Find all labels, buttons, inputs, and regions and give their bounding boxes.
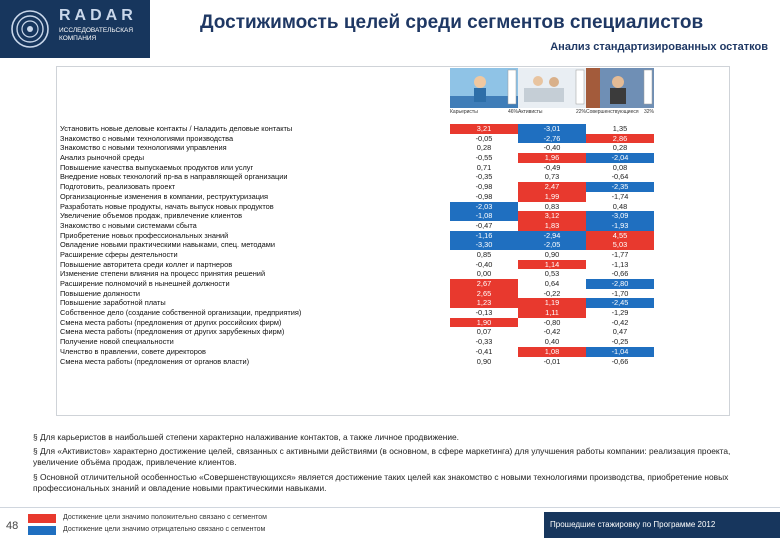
radar-logo-icon (10, 9, 50, 49)
value-cell: -2,03 (450, 202, 518, 212)
row-label: Знакомство с новыми технологиями производства (60, 133, 234, 143)
note-1: § Для карьеристов в наибольшей степени характерно налаживание контактов, а также личное продвижение. (33, 432, 459, 442)
segment-share: 32% (643, 109, 654, 115)
segment-name: Карьеристы (450, 109, 478, 115)
value-cell: 1,35 (612, 124, 628, 133)
value-cell: 0,83 (544, 201, 560, 211)
header-bar (0, 0, 780, 58)
value-cell: -2,94 (518, 231, 586, 241)
row-label: Увеличение объемов продаж, привлечение клиентов (60, 211, 243, 221)
value-cell: 0,73 (544, 172, 560, 182)
value-cell: 0,85 (476, 249, 492, 259)
row-label: Получение новой специальности (60, 337, 174, 347)
value-cell: -1,13 (611, 259, 629, 269)
segment-name: Совершенствующиеся (586, 109, 639, 115)
page-number: 48 (6, 520, 19, 532)
value-cell: 0,48 (612, 201, 628, 211)
value-cell: -3,09 (586, 211, 654, 221)
segment-column-1 (450, 124, 518, 366)
segment-header-1 (450, 68, 518, 118)
segment-share: 22% (575, 109, 586, 115)
value-cell: -1,74 (611, 191, 629, 201)
legend-negative-swatch (28, 526, 56, 535)
value-cell: -1,16 (450, 231, 518, 241)
segment-photo-2 (518, 68, 586, 108)
value-cell: 0,90 (544, 249, 560, 259)
row-label: Знакомство с новыми системами сбыта (60, 220, 197, 230)
row-label: Расширение полномочий в нынешней должности (60, 279, 230, 288)
value-cell: -1,93 (586, 221, 654, 231)
value-cell: 1,99 (518, 192, 586, 202)
value-cell: 2,47 (518, 182, 586, 192)
row-label: Изменение степени влияния на процесс принятия решений (60, 269, 266, 279)
value-cell: -0,01 (543, 356, 561, 366)
segment-column-2 (518, 124, 586, 366)
value-cell: -1,70 (611, 288, 629, 298)
value-cell: 3,21 (450, 124, 518, 134)
row-label: Разработать новые продукты, начать выпуск новых продуктов (60, 201, 274, 211)
segment-photo-1 (450, 68, 518, 108)
row-label: Собственное дело (создание собственной организации, предприятия) (60, 308, 302, 318)
segment-header-2 (518, 68, 586, 118)
row-label: Повышение качества выпускаемых продуктов или услуг (60, 162, 254, 172)
value-cell: 1,11 (518, 308, 586, 318)
value-cell: 0,00 (476, 269, 492, 279)
row-label: Смена места работы (предложения от других российских фирм) (60, 317, 282, 327)
page-subtitle: Анализ стандартизированных остатков (550, 41, 768, 53)
segment-photo-3 (586, 68, 654, 108)
legend-positive-text: Достижение цели значимо положительно связано с сегментом (63, 514, 267, 521)
value-cell: -2,05 (518, 240, 586, 250)
row-label: Установить новые деловые контакты / Наладить деловые контакты (60, 124, 293, 133)
value-cell: -3,30 (450, 240, 518, 250)
value-cell: -0,66 (611, 356, 629, 366)
logo-word: RADAR (59, 7, 137, 24)
value-cell: 0,08 (612, 162, 628, 172)
value-cell: -0,22 (543, 288, 561, 298)
value-cell: 0,28 (476, 143, 492, 153)
value-cell: 1,23 (450, 298, 518, 308)
row-label: Приобретение новых профессиональных знаний (60, 230, 229, 240)
value-cell: -1,77 (611, 249, 629, 259)
value-cell: -0,80 (543, 317, 561, 327)
value-cell: 0,28 (612, 143, 628, 153)
value-cell: 0,07 (476, 327, 492, 337)
value-cell: -3,01 (518, 124, 586, 134)
value-cell: 0,90 (476, 356, 492, 366)
row-label: Повышение должности (60, 288, 140, 298)
row-label: Знакомство с новыми технологиями управления (60, 143, 227, 153)
value-cell: 2,65 (450, 289, 518, 299)
value-cell: -0,13 (475, 308, 493, 318)
segment-column-3 (586, 124, 654, 366)
value-cell: -0,42 (611, 317, 629, 327)
row-label: Повышение авторитета среди коллег и партнеров (60, 259, 233, 269)
value-cell: 0,47 (612, 327, 628, 337)
value-cell: -2,35 (586, 182, 654, 192)
row-label: Подготовить, реализовать проект (60, 182, 176, 192)
value-cell: 4,55 (586, 231, 654, 241)
value-cell: 1,08 (518, 347, 586, 357)
value-cell: -1,29 (611, 308, 629, 318)
value-cell: -0,40 (475, 259, 493, 269)
value-cell: 3,12 (518, 211, 586, 221)
value-cell: -0,41 (475, 346, 493, 356)
value-cell: -0,25 (611, 337, 629, 347)
value-cell: -2,45 (586, 298, 654, 308)
row-labels (60, 124, 440, 366)
value-cell: -0,66 (611, 269, 629, 279)
value-cell: 1,83 (518, 221, 586, 231)
row-label: Смена места работы (предложения от других зарубежных фирм) (60, 327, 285, 337)
value-cell: -0,98 (475, 191, 493, 201)
value-cell: -0,49 (543, 162, 561, 172)
row-label: Повышение заработной платы (60, 298, 166, 308)
logo (0, 0, 150, 58)
value-cell: 1,19 (518, 298, 586, 308)
segment-share: 46% (507, 109, 518, 115)
value-cell: -1,04 (586, 347, 654, 357)
value-cell: -0,47 (475, 220, 493, 230)
value-cell: -0,64 (611, 172, 629, 182)
value-cell: 5,03 (586, 240, 654, 250)
value-cell: 1,14 (518, 260, 586, 270)
row-label: Внедрение новых технологий пр-ва в направляющей организации (60, 172, 288, 182)
value-cell: 2,67 (450, 279, 518, 289)
value-cell: 1,90 (450, 318, 518, 328)
value-cell: -2,76 (518, 134, 586, 144)
value-cell: -0,35 (475, 172, 493, 182)
segment-name: Активисты (518, 109, 543, 115)
value-cell: 2,86 (586, 134, 654, 144)
row-label: Анализ рыночной среды (60, 153, 145, 163)
value-cell: -2,04 (586, 153, 654, 163)
logo-subtitle: ИССЛЕДОВАТЕЛЬСКАЯ КОМПАНИЯ (59, 27, 134, 42)
value-cell: 0,71 (476, 162, 492, 172)
value-cell: -0,42 (543, 327, 561, 337)
value-cell: -0,05 (475, 133, 493, 143)
value-cell: -0,33 (475, 337, 493, 347)
note-2: § Для «Активистов» характерно достижение целей, связанных с активными действиями (в основном, в сфере маркетинга) для улучшения работы компании: реализация проекта, увеличение объёма продаж, привлечение клиентов. (33, 446, 731, 467)
value-cell: -0,40 (543, 143, 561, 153)
value-cell: -0,55 (475, 153, 493, 163)
value-cell: -2,80 (586, 279, 654, 289)
row-label: Членство в правлении, совете директоров (60, 346, 206, 356)
page-title: Достижимость целей среди сегментов специалистов (200, 12, 704, 33)
note-3: § Основной отличительной особенностью «Совершенствующихся» является достижение таких целей как знакомство с новыми технологиями производства, приобретение новых профессиональных знаний и овладение новыми практическими навыками. (33, 472, 729, 493)
legend-positive-swatch (28, 514, 56, 523)
row-label: Расширение сферы деятельности (60, 249, 178, 259)
value-cell: -0,98 (475, 182, 493, 192)
legend-negative-text: Достижение цели значимо отрицательно связано с сегментом (63, 526, 266, 533)
value-cell: 0,40 (544, 337, 560, 347)
value-cell: 0,53 (544, 269, 560, 279)
value-cell: 0,64 (544, 279, 560, 288)
row-label: Овладение новыми практическими навыками, спец. методами (60, 240, 275, 250)
footer-caption: Прошедшие стажировку по Программе 2012 (544, 512, 780, 538)
segment-header-3 (586, 68, 654, 118)
row-label: Смена места работы (предложения от органов власти) (60, 356, 250, 366)
row-label: Организационные изменения в компании, реструктуризация (60, 191, 269, 201)
value-cell: 1,96 (518, 153, 586, 163)
value-cell: -1,08 (450, 211, 518, 221)
